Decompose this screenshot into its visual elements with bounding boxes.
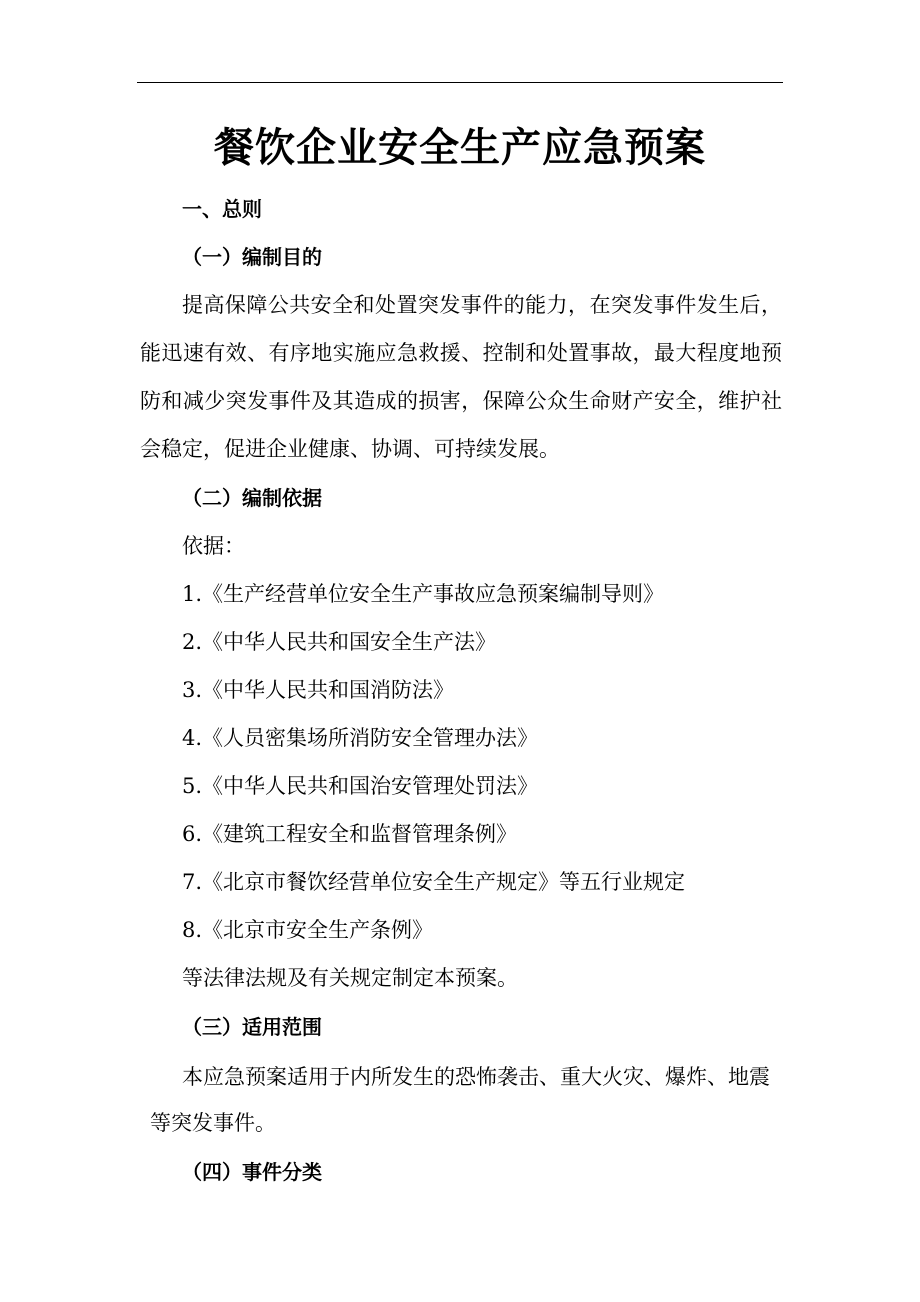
basis-list-item: 2.《中华人民共和国安全生产法》: [182, 630, 497, 654]
basis-list-item: 7.《北京市餐饮经营单位安全生产规定》等五行业规定: [182, 870, 686, 894]
subsection-heading-purpose: （一）编制目的: [182, 245, 322, 269]
basis-intro: 依据：: [182, 534, 245, 558]
purpose-paragraph: 提高保障公共安全和处置突发事件的能力，在突发事件发生后，能迅速有效、有序地实施应急救援、控制和处置事故，最大程度地预防和减少突发事件及其造成的损害，保障公众生命财产安全，维护社会稳定，促进企业健康、协调、可持续发展。: [140, 293, 782, 461]
subsection-heading-scope: （三）适用范围: [182, 1015, 322, 1039]
basis-list-item: 4.《人员密集场所消防安全管理办法》: [182, 726, 539, 750]
header-rule: [137, 82, 783, 83]
subsection-heading-basis: （二）编制依据: [182, 486, 322, 510]
scope-line: 等突发事件。: [150, 1111, 276, 1135]
subsection-heading-classification: （四）事件分类: [182, 1160, 322, 1184]
scope-line: 本应急预案适用于内所发生的恐怖袭击、重大火灾、爆炸、地震: [182, 1065, 770, 1089]
document-title: 餐饮企业安全生产应急预案: [214, 125, 706, 171]
basis-list-item: 8.《北京市安全生产条例》: [182, 918, 434, 942]
basis-list-item: 3.《中华人民共和国消防法》: [182, 678, 455, 702]
basis-list-item: 5.《中华人民共和国治安管理处罚法》: [182, 774, 539, 798]
basis-list-item: 1.《生产经营单位安全生产事故应急预案编制导则》: [182, 582, 665, 606]
section-heading-general: 一、总则: [182, 197, 262, 221]
basis-list-item: 6.《建筑工程安全和监督管理条例》: [182, 822, 518, 846]
basis-closing: 等法律法规及有关规定制定本预案。: [182, 966, 518, 990]
